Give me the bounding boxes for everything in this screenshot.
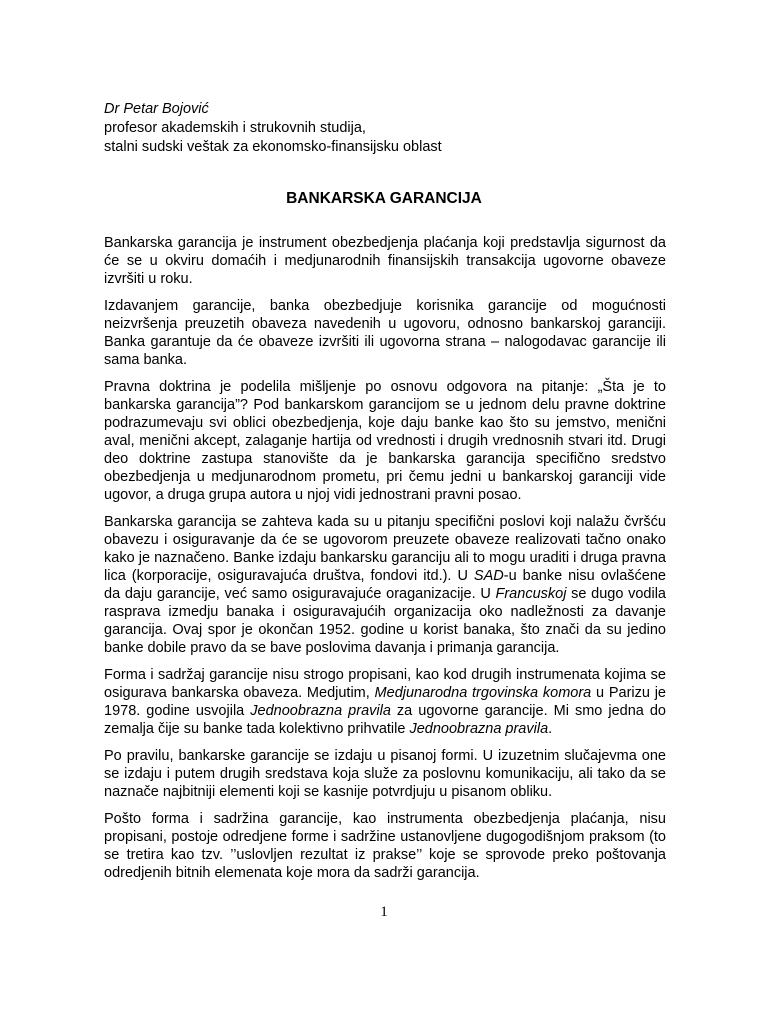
paragraph-5-italic-pravila-1: Jednoobrazna pravila	[250, 703, 391, 719]
paragraph-6: Po pravilu, bankarske garancije se izdaju u pisanoj formi. U izuzetnim slučajevma one se izdaju i putem drugih sredstava koja služe za poslovnu komunikaciju, ali tako da se naznače najbitniji elementi koji se kasnije potvrdjuju u pisanom obliku.	[104, 748, 666, 800]
paragraph-5-text-c: u Parizu je 1978. godine usvojila	[104, 685, 666, 719]
paragraph-4-text-a: Bankarska garancija se zahteva kada su u pitanju specifični poslovi koji nalažu čvršću obavezu i osiguravanje da će se ugovorom preuzete obaveze realizovati tačno onako kako je naznačeno. Banke izdaju bankarsku garanciju ali to mogu uraditi i druga pravna lica (korporacije, osiguravajuća društva, fondovi itd.). U	[104, 514, 666, 584]
paragraph-5-italic-pravila-2: Jednoobrazna pravila	[409, 721, 549, 737]
paragraph-5-text-e: za ugovorne garancije. Mi smo jedna do zemalja čije su banke tada kolektivno prihvatile	[104, 703, 666, 737]
paragraph-5-text-g: .	[548, 721, 553, 737]
paragraph-4	[104, 513, 666, 657]
paragraph-5-text-a: Forma i sadržaj garancije nisu strogo propisani, kao kod drugih instrumenata kojima se osigurava bankarska obaveza. Medjutim,	[104, 667, 666, 701]
paragraph-7: Pošto forma i sadržina garancije, kao instrumenta obezbedjenja plaćanja, nisu propisani, postoje odredjene forme i sadržine ustanovljene dugogodišnjom praksom (to se tretira kao tzv. ’’uslovljen rezultat iz prakse’’ koje se sprovode preko poštovanja odredjenih bitnih elemenata koje mora da sadrži garancija.	[104, 811, 666, 881]
paragraph-5-italic-komora: Medjunarodna trgovinska komora	[374, 685, 592, 701]
paragraph-2: Izdavanjem garancije, banka obezbedjuje korisnika garancije od mogućnosti neizvršenja preuzetih obaveza navedenih u ugovoru, odnosno bankarskoj garanciji. Banka garantuje da će obaveze izvršiti ili ugovorna strana – nalogodavac garancije ili sama banka.	[104, 298, 666, 368]
paragraph-4-text-e: se dugo vodila rasprava izmedju banaka i osiguravajućih organizacija oko nadležnosti za davanje garancija. Ovaj spor je okončan 1952. godine u korist banaka, što znači da su jedino banke dobile pravo da se bave poslovima davanja i primanja garancija.	[104, 586, 666, 656]
author-header	[104, 100, 442, 157]
paragraph-4-text-c: -u banke nisu ovlašćene da daju garancije, već samo osiguravajuće oraganizacije. U	[104, 568, 666, 602]
paragraph-4-italic-francuskoj: Francuskoj	[495, 586, 567, 602]
paragraph-5	[104, 666, 666, 738]
paragraph-1: Bankarska garancija je instrument obezbedjenja plaćanja koji predstavlja sigurnost da će se u okviru domaćih i medjunarodnih finansijskih transakcija ugovorne obaveze izvršiti u roku.	[104, 235, 666, 287]
document-title: BANKARSKA GARANCIJA	[286, 190, 482, 207]
author-name: Dr Petar Bojović	[104, 101, 209, 117]
paragraph-4-italic-sad: SAD	[473, 568, 504, 584]
paragraph-3: Pravna doktrina je podelila mišljenje po osnovu odgovora na pitanje: „Šta je to bankarska garancija”? Pod bankarskom garancijom se u jednom delu pravne doktrine podrazumevaju svi oblici obezbedjenja, koje daju banke kao što su jemstvo, menični aval, menični akcept, zalaganje hartija od vrednosti i drugih vrednosnih stvari itd. Drugi deo doktrine zastupa stanovište da je bankarska garancija specifično sredstvo obezbedjenja u medjunarodnom prometu, pri čemu jedni u bankarskoj garanciji vide ugovor, a druga grupa autora u njoj vidi jednostrani pravni posao.	[104, 379, 666, 503]
author-title-line-1: profesor akademskih i strukovnih studija,	[104, 120, 366, 136]
author-title-line-2: stalni sudski veštak za ekonomsko-finansijsku oblast	[104, 139, 442, 155]
document-body	[104, 234, 666, 891]
page-number: 1	[380, 904, 388, 920]
